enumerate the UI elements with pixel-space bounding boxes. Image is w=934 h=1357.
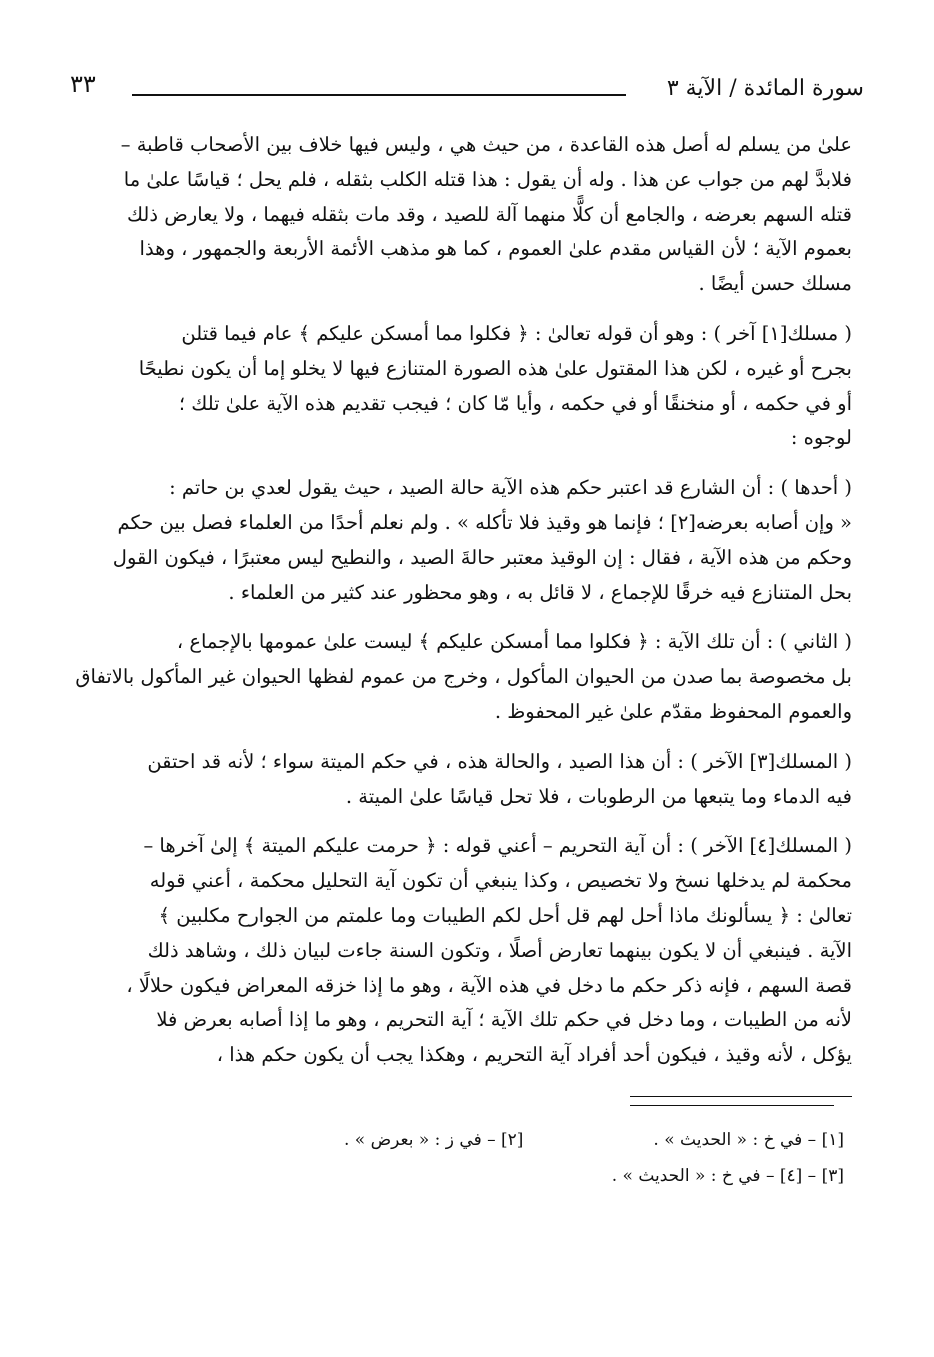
text-line: ( الثاني ) : أن تلك الآية : ﴿ فكلوا مما أمسكن عليكم ﴾ ليست علىٰ عمومها بالإجماع ، <box>176 630 852 654</box>
text-line: وحكم من هذه الآية ، فقال : إن الوقيذ معتبر حالةَ الصيد ، والنطيح ليس معتبرًا ، فيكون القول <box>112 545 852 569</box>
text-line: فيه الدماء وما يتبعها من الرطوبات ، فلا تحل قياسًا علىٰ الميتة . <box>345 784 852 808</box>
footnote: [٢] – في ز : « بعرض » . <box>343 1130 524 1150</box>
header-title: سورة المائدة / الآية ٣ <box>666 76 864 101</box>
text-line: ( مسلك[١] آخر ) : وهو أن قوله تعالىٰ : ﴿ فكلوا مما أمسكن عليكم ﴾ عام فيما قتلن <box>181 321 852 345</box>
footnote-separator <box>630 1096 852 1097</box>
footnotes <box>80 1122 844 1194</box>
text-line: « وإن أصابه بعرضه[٢] ؛ فإنما هو وقيذ فلا تأكله » . ولم نعلم أحدًا من العلماء فصل بين حكم <box>117 510 852 534</box>
footnote-separator <box>630 1105 834 1106</box>
text-line: الآية . فينبغي أن لا يكون بينهما تعارض أصلًا ، وتكون السنة جاءت لبيان ذلك ، وشاهد ذلك <box>147 938 852 962</box>
text-line: ( المسلك[٣] الآخر ) : أن هذا الصيد ، والحالة هذه ، في حكم الميتة سواء ؛ لأنه قد احتقن <box>147 749 852 773</box>
text-line: بعموم الآية ؛ لأن القياس مقدم علىٰ العموم ، كما هو مذهب الأئمة الأربعة والجمهور ، وهذا <box>139 237 852 261</box>
text-line: فلابدَّ لهم من جواب عن هذا . وله أن يقول : هذا قتله الكلب بثقله ، فلم يحل ؛ قياسًا علىٰ ما <box>123 167 852 191</box>
footnote-row <box>80 1158 844 1194</box>
body-text <box>72 128 852 1088</box>
text-line: مسلك حسن أيضًا . <box>698 272 852 296</box>
footnote-row <box>80 1122 844 1158</box>
text-line: لوجوه : <box>790 426 852 450</box>
text-line: والعموم المحفوظ مقدّم علىٰ غير المحفوظ . <box>494 699 852 723</box>
running-header <box>70 70 864 104</box>
footnote: [٣] – [٤] – في خ : « الحديث » . <box>611 1166 844 1186</box>
text-line: لأنه من الطيبات ، وما دخل في حكم تلك الآية ؛ آية التحريم ، وهو ما إذا أصابه بعرض فلا <box>156 1008 852 1032</box>
text-line: أو في حكمه ، أو منخنقًا أو في حكمه ، وأيا مّا كان ؛ فيجب تقديم هذه الآية علىٰ تلك ؛ <box>178 391 852 415</box>
text-line: بجرح أو غيره ، لكن هذا المقتول علىٰ هذه الصورة المتنازع فيها لا يخلو إما أن يكون نطيحًا <box>138 356 852 380</box>
text-line: بحل المتنازع فيه خرقًا للإجماع ، لا قائل به ، وهو محظور عند كثير من العلماء . <box>228 580 852 604</box>
text-line: ( أحدها ) : أن الشارع قد اعتبر حكم هذه الآية حالة الصيد ، حيث يقول لعدي بن حاتم : <box>169 476 852 500</box>
text-line: بل مخصوصة بما صدن من الحيوان المأكول ، وخرج من عموم لفظها الحيوان غير المأكول بالاتفاق <box>75 665 852 689</box>
paragraph <box>72 317 852 456</box>
text-line: تعالىٰ : ﴿ يسألونك ماذا أحل لهم قل أحل لكم الطيبات وما علمتم من الجوارح مكلبين ﴾ <box>158 903 852 927</box>
page-number: ٣٣ <box>70 70 96 98</box>
header-rule <box>132 94 626 96</box>
paragraph <box>72 471 852 610</box>
paragraph <box>72 829 852 1073</box>
text-line: يؤكل ، لأنه وقيذ ، فيكون أحد أفراد آية التحريم ، وهكذا يجب أن يكون حكم هذا ، <box>216 1043 852 1067</box>
text-line: قتله السهم بعرضه ، والجامع أن كلًّا منهما آلة للصيد ، وقد مات بثقله فيهما ، ولا يعارض ذلك <box>126 202 852 226</box>
paragraph <box>72 625 852 729</box>
paragraph <box>72 745 852 815</box>
paragraph <box>72 128 852 302</box>
text-line: ( المسلك[٤] الآخر ) : أن آية التحريم – أعني قوله : ﴿ حرمت عليكم الميتة ﴾ إلىٰ آخرها – <box>143 834 852 858</box>
text-line: محكمة لم يدخلها نسخ ولا تخصيص ، وكذا ينبغي أن تكون آية التحليل محكمة ، أعني قوله <box>149 869 852 893</box>
footnote: [١] – في خ : « الحديث » . <box>653 1130 844 1150</box>
text-line: علىٰ من يسلم له أصل هذه القاعدة ، من حيث هي ، وليس فيها خلاف بين الأصحاب قاطبة – <box>120 133 852 156</box>
text-line: قصة السهم ، فإنه ذكر حكم ما دخل في هذه الآية ، وهو ما إذا خزقه المعراض فيكون حلالًا ، <box>126 973 852 997</box>
